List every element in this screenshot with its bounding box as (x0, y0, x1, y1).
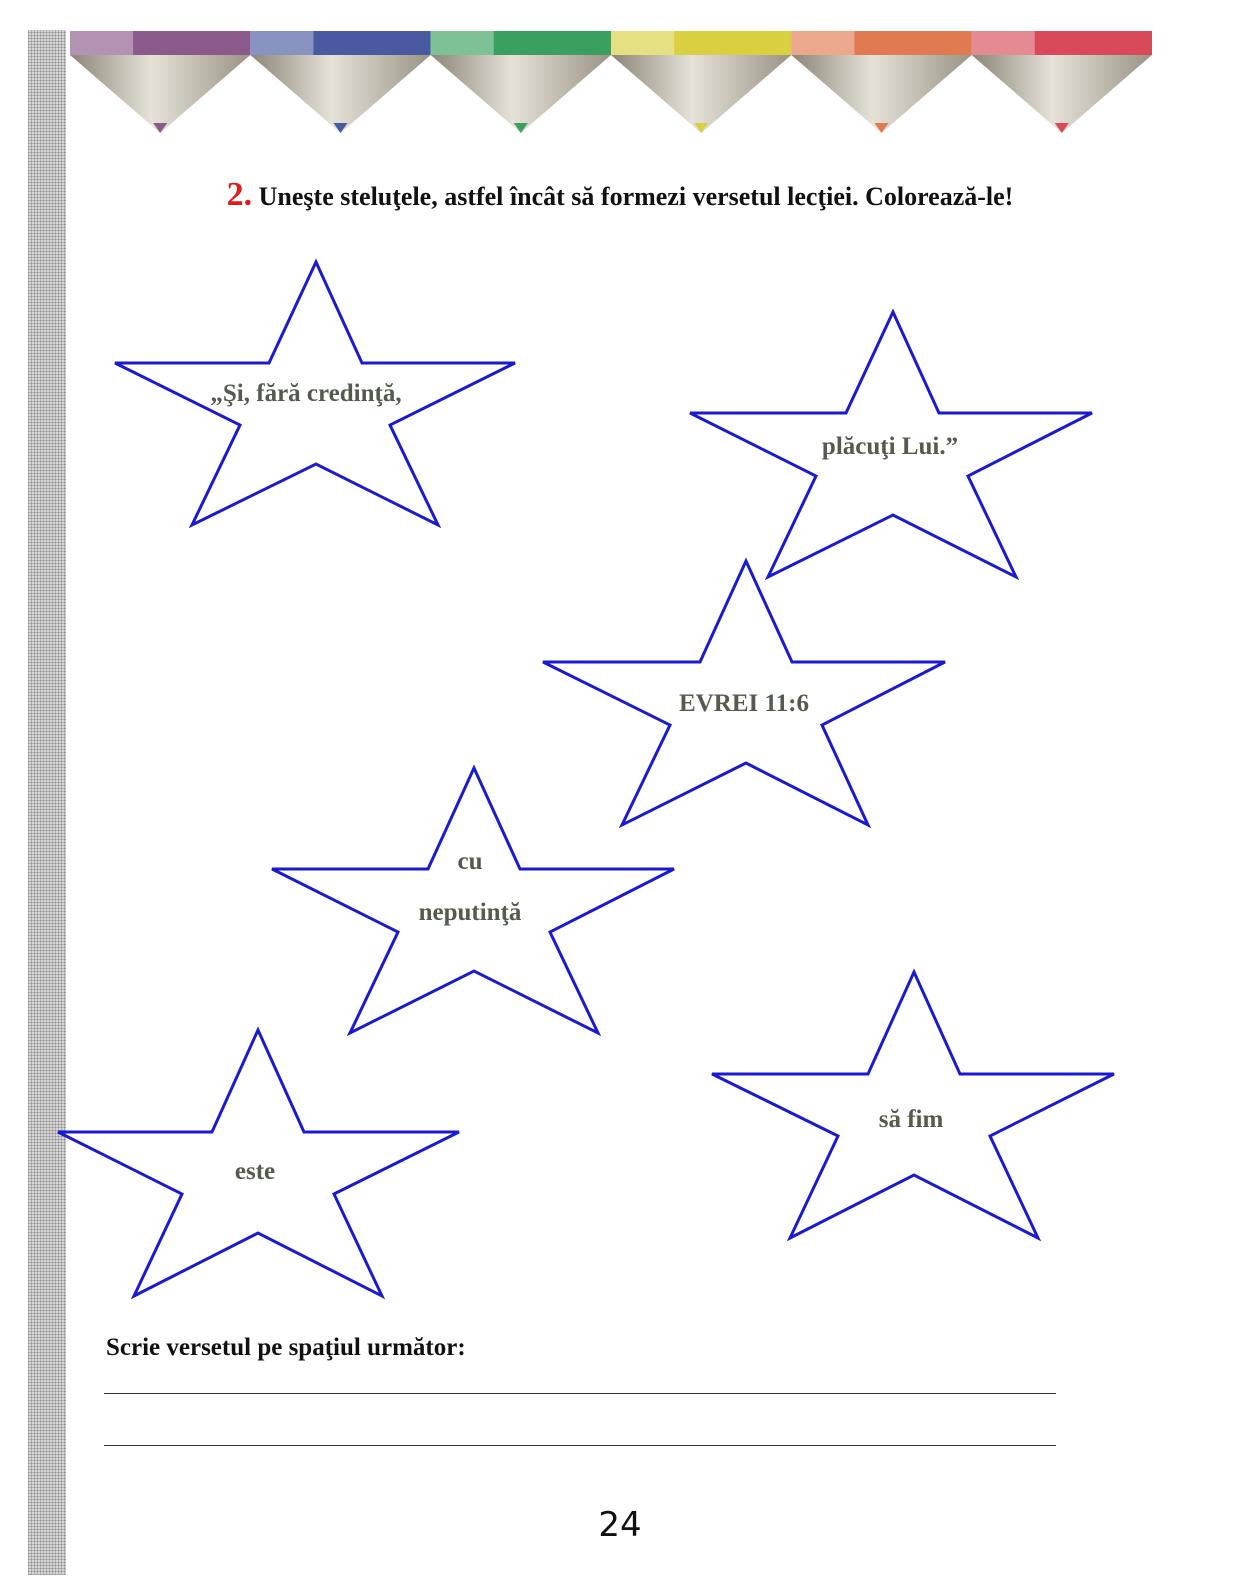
star-line: să fim (878, 1106, 944, 1133)
star-text-cu (458, 848, 483, 876)
star-line: „Şi, fără credinţă, (210, 380, 402, 407)
page-number: 24 (598, 1505, 642, 1545)
writing-line[interactable] (104, 1445, 1056, 1446)
exercise-number: 2. (226, 176, 253, 213)
star-line: plăcuţi Lui.” (821, 433, 959, 460)
star-text-evrei (679, 690, 809, 718)
star-text-sa-fim (879, 1106, 944, 1134)
star-text-este (235, 1158, 275, 1186)
star-outline (712, 972, 1114, 1238)
star-line: cu (457, 848, 483, 875)
star-line: EVREI 11:6 (679, 690, 809, 717)
writing-line[interactable] (104, 1393, 1056, 1394)
star-line: neputinţă (418, 899, 522, 926)
write-verse-prompt: Scrie versetul pe spaţiul următor: (106, 1334, 466, 1361)
star-line: este (234, 1158, 276, 1185)
star-text-neputinta (419, 899, 522, 927)
instruction-text: Uneşte steluţele, astfel încât să formezi versetul lecţiei. Colorează-le! (258, 182, 1014, 211)
star-text-si-fara-credinta (210, 380, 401, 408)
star-text-placuti-lui (822, 433, 958, 461)
